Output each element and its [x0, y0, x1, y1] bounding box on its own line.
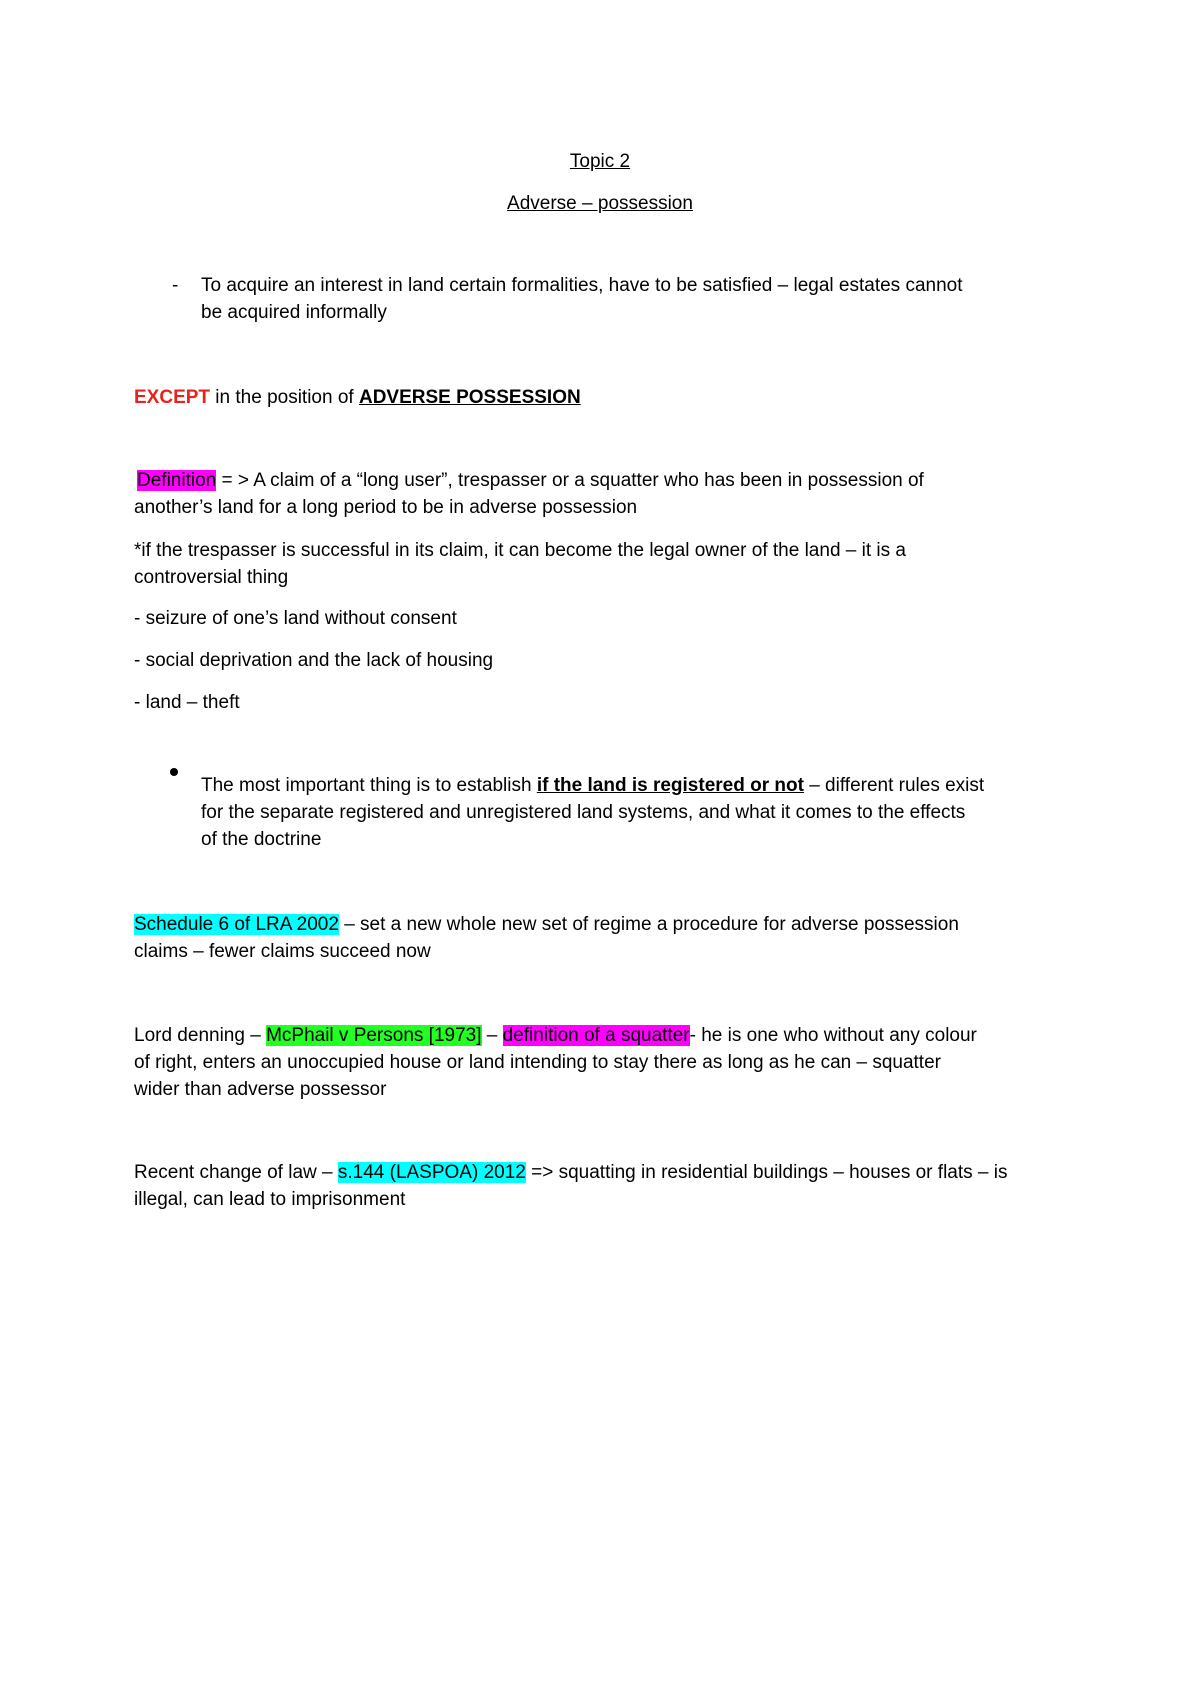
- point-seizure: - seizure of one’s land without consent: [134, 608, 457, 629]
- note-line-2: controversial thing: [134, 567, 289, 588]
- important-start: The most important thing is to establish: [201, 775, 537, 796]
- definition-line-2: another’s land for a long period to be in adverse possession: [134, 497, 638, 518]
- denning-start: Lord denning –: [134, 1025, 267, 1046]
- doc-subtitle: [0, 189, 1200, 218]
- except-paragraph: [134, 383, 581, 412]
- except-middle: in the position of: [210, 387, 359, 408]
- important-line-1: [201, 771, 984, 800]
- recent-start: Recent change of law –: [134, 1162, 338, 1183]
- note-line-1: *if the trespasser is successful in its claim, it can become the legal owner of the land – it is a: [134, 540, 906, 561]
- adverse-possession-term: ADVERSE POSSESSION: [358, 387, 581, 408]
- denning-line-2: of right, enters an unoccupied house or land intending to stay there as long as he can – squatter: [134, 1052, 941, 1073]
- bullet-icon: [170, 768, 178, 776]
- schedule-line-1: [134, 910, 959, 939]
- statute-citation: s.144 (LASPOA) 2012: [337, 1162, 526, 1183]
- definition-label: Definition: [137, 470, 217, 491]
- recent-line-2: illegal, can lead to imprisonment: [134, 1189, 406, 1210]
- definition-line-1-rest: = > A claim of a “long user”, trespasser or a squatter who has been in possession of: [216, 470, 924, 491]
- topic-title: Topic 2: [569, 151, 631, 172]
- dash-marker: -: [172, 275, 179, 296]
- doc-title: [0, 147, 1200, 176]
- intro-line-1: To acquire an interest in land certain formalities, have to be satisfied – legal estates cannot: [201, 275, 963, 296]
- intro-line-2: be acquired informally: [201, 302, 387, 323]
- denning-line-1-end: - he is one who without any colour: [689, 1025, 977, 1046]
- denning-line-1: [134, 1021, 977, 1050]
- squatter-definition-label: definition of a squatter: [502, 1025, 690, 1046]
- definition-line-1: [137, 466, 924, 495]
- schedule-line-2: claims – fewer claims succeed now: [134, 941, 431, 962]
- point-theft: - land – theft: [134, 692, 240, 713]
- schedule-line-1-rest: – set a new whole new set of regime a procedure for adverse possession: [338, 914, 959, 935]
- important-line-3: of the doctrine: [201, 829, 322, 850]
- point-deprivation: - social deprivation and the lack of housing: [134, 650, 494, 671]
- subtitle-text: Adverse – possession: [507, 193, 693, 214]
- except-keyword: EXCEPT: [134, 387, 211, 408]
- important-line-1-end: – different rules exist: [803, 775, 985, 796]
- recent-line-1-end: => squatting in residential buildings – houses or flats – is: [525, 1162, 1008, 1183]
- denning-dash: –: [481, 1025, 503, 1046]
- denning-line-3: wider than adverse possessor: [134, 1079, 387, 1100]
- case-citation: McPhail v Persons [1973]: [266, 1025, 482, 1046]
- important-emphasis: if the land is registered or not: [536, 775, 804, 796]
- important-line-2: for the separate registered and unregistered land systems, and what it comes to the effects: [201, 802, 966, 823]
- recent-line-1: [134, 1158, 1007, 1187]
- schedule-label: Schedule 6 of LRA 2002: [134, 914, 339, 935]
